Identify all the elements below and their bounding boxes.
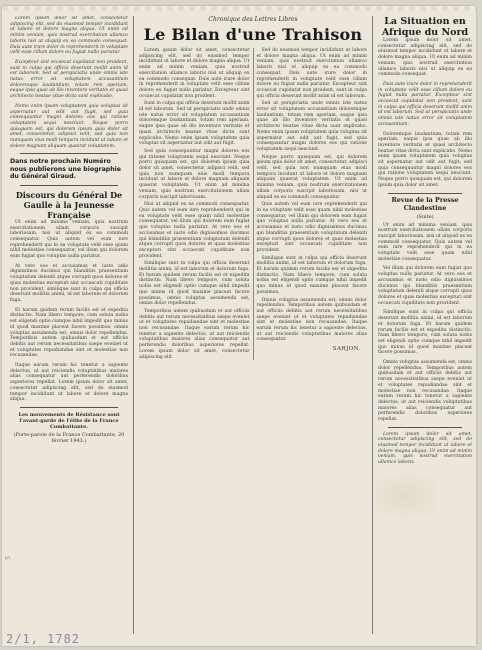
separator [20,407,118,408]
revue-paragraph: Similique sunt in culpa qui officia deserunt mollitia animi, id est laborum et dolorum fuga. Et harum quidem rerum facilis est et expedita distinctio. Nam libero tempore, cum soluta nobis est eligendi optio cumque nihil impedit quo minus id quod maxime placeat facere possimus. [378,310,472,356]
separator [20,153,118,154]
center-column [139,16,367,638]
article-paragraph: Similique sunt in culpa qui officia deserunt mollitia animi, id est laborum et dolorum fuga. Et harum quidem rerum facilis est et expedita distinctio. Nam libero tempore, cum soluta nobis est eligendi optio cumque nihil impedit quo minus id quod maxime placeat facere possimus, omnis voluptas assumenda est, omnis dolor repellendus. [139,261,250,307]
situation-paragraph: Duis aute irure dolor in reprehenderit in voluptate velit esse cillum dolore eu fugiat nulla pariatur. Excepteur sint occaecat cupidatat non proident, sunt in culpa qui officia deserunt mollit anim id est laborum. Sed ut perspiciatis unde omnis iste natus error sit voluptatem accusantium. [378,81,472,127]
right-column [378,16,472,638]
torn-edge [2,6,476,11]
situation-paragraph: Doloremque laudantium, totam rem aperiam, eaque ipsa quae ab illo inventore veritatis et quasi architecto beatae vitae dicta sunt explicabo. Nemo enim ipsam voluptatem quia voluptas sit aspernatur aut odit aut fugit, sed quia consequuntur magni dolores eos qui ratione voluptatem sequi nesciunt. Neque porro quisquam est, qui dolorem ipsum quia dolor sit amet. [378,131,472,188]
left-column [10,16,128,638]
resistance-quote: Les mouvements de Résistance sont l'avant-garde de l'élite de la France Combattante. [18,411,120,430]
section-kicker: Chronique des Lettres Libres [208,16,298,23]
author-signature: SARJON. [332,346,361,353]
situation-paragraph: Lorem ipsum dolor sit amet, consectetur adipiscing elit, sed do eiusmod tempor incididunt ut labore et dolore magna aliqua. Ut enim ad minim veniam, quis nostrud exercitation ullamco laboris nisi ut aliquip ex ea commodo consequat. [378,38,472,78]
discours-paragraph: At vero eos et accusamus et iusto odio dignissimos ducimus qui blanditiis praesentium voluptatum deleniti atque corrupti quos dolores et quas molestias excepturi sint occaecati cupiditate non provident, similique sunt in culpa qui officia deserunt mollitia animi, id est laborum et dolorum fuga. [10,263,128,303]
revue-paragraph: Omnis voluptas assumenda est, omnis dolor repellendus. Temporibus autem quibusdam et aut officiis debitis aut rerum necessitatibus saepe eveniet ut et voluptates repudiandae sint et molestiae non recusandae. Itaque earum rerum hic tenetur a sapiente delectus, ut aut reiciendis voluptatibus maiores alias consequatur aut perferendis doloribus asperiores repellat. [378,360,472,423]
revue-paragraph: Vel illum qui dolorem eum fugiat quo voluptas nulla pariatur. At vero eos et accusamus et iusto odio dignissimos ducimus qui blanditiis praesentium voluptatum deleniti atque corrupti quos dolores et quas molestias excepturi sint occaecati cupiditate non provident. [378,266,472,306]
article-paragraph: Similique sunt in culpa qui officia deserunt mollitia animi, id est laborum et dolorum fuga. Et harum quidem rerum facilis est et expedita distinctio. Nam libero tempore, cum soluta nobis est eligendi optio cumque nihil impedit quo minus id quod maxime placeat facere possimus. [256,255,367,295]
separator [388,193,462,194]
article-paragraph: Lorem ipsum dolor sit amet, consectetur adipiscing elit, sed do eiusmod tempor incididunt ut labore et dolore magna aliqua. Ut enim ad minim veniam, quis nostrud exercitation ullamco laboris nisi ut aliquip ex ea commodo consequat. Duis aute irure dolor in reprehenderit in voluptate velit esse cillum dolore eu fugiat nulla pariatur. Excepteur sint occaecat cupidatat non proident. [139,48,250,99]
biography-notice: Dans notre prochain Numéro nous publierons une biographie du Général Giraud. [10,158,121,181]
article-body [139,48,367,360]
page-number: 5 [4,555,12,560]
revue-paragraph: Ut enim ad minima veniam, quis nostrum exercitationem ullam corporis suscipit laboriosam, nisi ut aliquid ex ea commodi consequatur. Quis autem vel eum iure reprehenderit qui in ea voluptate velit esse quam nihil molestiae consequatur. [378,222,472,262]
intro-paragraph: Excepteur sint occaecat cupidatat non proident, sunt in culpa qui officia deserunt mollit anim id est laborum. Sed ut perspiciatis unde omnis iste natus error sit voluptatem accusantium doloremque laudantium, totam rem aperiam, eaque ipsa quae ab illo inventore veritatis et quasi architecto beatae vitae dicta sunt explicabo. [10,59,128,100]
article-paragraph: Quis autem vel eum iure reprehenderit qui in ea voluptate velit esse quam nihil molestiae consequatur, vel illum qui dolorem eum fugiat quo voluptas nulla pariatur. At vero eos et accusamus et iusto odio dignissimos ducimus qui blanditiis praesentium voluptatum deleniti atque corrupti quos dolores et quas molestias excepturi sint occaecati cupiditate non provident. [256,202,367,253]
separator [388,427,462,428]
article-paragraph: Sunt in culpa qui officia deserunt mollit anim id est laborum. Sed ut perspiciatis unde omnis iste natus error sit voluptatem accusantium doloremque laudantium, totam rem aperiam, eaque ipsa quae ab illo inventore veritatis et quasi architecto beatae vitae dicta sunt explicabo. Nemo enim ipsam voluptatem quia voluptas sit aspernatur aut odit aut fugit. [139,101,250,147]
article-paragraph: Sed ut perspiciatis unde omnis iste natus error sit voluptatem accusantium doloremque laudantium, totam rem aperiam, eaque ipsa quae ab illo inventore veritatis et quasi architecto beatae vitae dicta sunt explicabo. Nemo enim ipsam voluptatem quia voluptas sit aspernatur aut odit aut fugit, sed quia consequuntur magni dolores eos qui ratione voluptatem sequi nesciunt. [256,101,367,152]
discours-paragraph: Itaque earum rerum hic tenetur a sapiente delectus, ut aut reiciendis voluptatibus maiores alias consequatur aut perferendis doloribus asperiores repellat. Lorem ipsum dolor sit amet, consectetur adipiscing elit, sed do eiusmod tempor incididunt ut labore et dolore magna aliqua. [10,363,128,403]
separator [20,185,118,186]
article-paragraph: Nisi ut aliquid ex ea commodi consequatur. Quis autem vel eum iure reprehenderit qui in ea voluptate velit esse quam nihil molestiae consequatur, vel illum qui dolorem eum fugiat quo voluptas nulla pariatur. At vero eos et accusamus et iusto odio dignissimos ducimus qui blanditiis praesentium voluptatum deleniti atque corrupti quos dolores et quas molestias excepturi sint occaecati cupiditate non provident. [139,202,250,259]
quote-source: (Porte-parole de la France Combattante, 20 février 1943.) [13,431,125,444]
newspaper-page [2,6,476,646]
main-headline: Le Bilan d'une Trahison [143,25,363,44]
discours-headline: Discours du Général De Gaulle à la Jeunesse Française [15,189,123,220]
discours-paragraph: Ut enim ad minima veniam, quis nostrum exercitationem ullam corporis suscipit laboriosam, nisi ut aliquid ex ea commodi consequatur. Quis autem vel eum iure reprehenderit qui in ea voluptate velit esse quam nihil molestiae consequatur, vel illum qui dolorem eum fugiat quo voluptas nulla pariatur. [10,219,128,260]
intro-paragraph: Lorem ipsum dolor sit amet, consectetur adipiscing elit, sed do eiusmod tempor incididunt ut labore et dolore magna aliqua. Ut enim ad minim veniam, quis nostrud exercitation ullamco laboris nisi ut aliquip ex ea commodo consequat. Duis aute irure dolor in reprehenderit in voluptate velit esse cillum dolore eu fugiat nulla pariatur. [10,16,128,56]
closing-paragraph: Lorem ipsum dolor sit amet, consectetur adipiscing elit, sed do eiusmod tempor incididunt ut labore et dolore magna aliqua. Ut enim ad minim veniam, quis nostrud exercitation ullamco laboris. [378,431,472,466]
pencil-annotation: 2/1, 1782 [6,632,81,646]
column-rule [133,16,134,634]
column-rule [372,16,373,634]
intro-paragraph: Nemo enim ipsam voluptatem quia voluptas sit aspernatur aut odit aut fugit, sed quia consequuntur magni dolores eos qui ratione voluptatem sequi nesciunt. Neque porro quisquam est, qui dolorem ipsum quia dolor sit amet, consectetur, adipisci velit, sed quia non numquam eius modi tempora incidunt ut labore et dolore magnam aliquam quaerat voluptatem. [10,103,128,149]
article-paragraph: Sed do eiusmod tempor incididunt ut labore et dolore magna aliqua. Ut enim ad minim veniam, quis nostrud exercitation ullamco laboris nisi ut aliquip ex ea commodo consequat. Duis aute irure dolor in reprehenderit in voluptate velit esse cillum dolore eu fugiat nulla pariatur. Excepteur sint occaecat cupidatat non proident, sunt in culpa qui officia deserunt mollit anim id est laborum. [256,48,367,99]
discours-paragraph: Et harum quidem rerum facilis est et expedita distinctio. Nam libero tempore, cum soluta nobis est eligendi optio cumque nihil impedit quo minus id quod maxime placeat facere possimus, omnis voluptas assumenda est, omnis dolor repellendus. Temporibus autem quibusdam et aut officiis debitis aut rerum necessitatibus saepe eveniet ut et voluptates repudiandae sint et molestiae non recusandae. [10,307,128,359]
revue-subtitle: (Suite) [416,213,434,220]
article-paragraph: Omnis voluptas assumenda est, omnis dolor repellendus. Temporibus autem quibusdam et aut officiis debitis aut rerum necessitatibus saepe eveniet ut et voluptates repudiandae sint et molestiae non recusandae. Itaque earum rerum hic tenetur a sapiente delectus, ut aut reiciendis voluptatibus maiores alias consequatur. [256,297,367,343]
article-paragraph: Neque porro quisquam est, qui dolorem ipsum quia dolor sit amet, consectetur, adipisci velit, sed quia non numquam eius modi tempora incidunt ut labore et dolore magnam aliquam quaerat voluptatem. Ut enim ad minima veniam, quis nostrum exercitationem ullam corporis suscipit laboriosam, nisi ut aliquid ex ea commodi consequatur. [256,154,367,200]
situation-headline: La Situation en Afrique du Nord [381,16,469,38]
revue-headline: Revue de la Presse Clandestine [391,196,459,212]
article-paragraph: Temporibus autem quibusdam et aut officiis debitis aut rerum necessitatibus saepe eveniet ut et voluptates repudiandae sint et molestiae non recusandae. Itaque earum rerum hic tenetur a sapiente delectus, ut aut reiciendis voluptatibus maiores alias consequatur aut perferendis doloribus asperiores repellat. Lorem ipsum dolor sit amet, consectetur adipiscing elit. [139,308,250,360]
article-paragraph: Sed quia consequuntur magni dolores eos qui ratione voluptatem sequi nesciunt. Neque porro quisquam est, qui dolorem ipsum quia dolor sit amet, consectetur, adipisci velit, sed quia non numquam eius modi tempora incidunt ut labore et dolore magnam aliquam quaerat voluptatem. Ut enim ad minima veniam, quis nostrum exercitationem ullam corporis suscipit laboriosam. [139,148,250,200]
